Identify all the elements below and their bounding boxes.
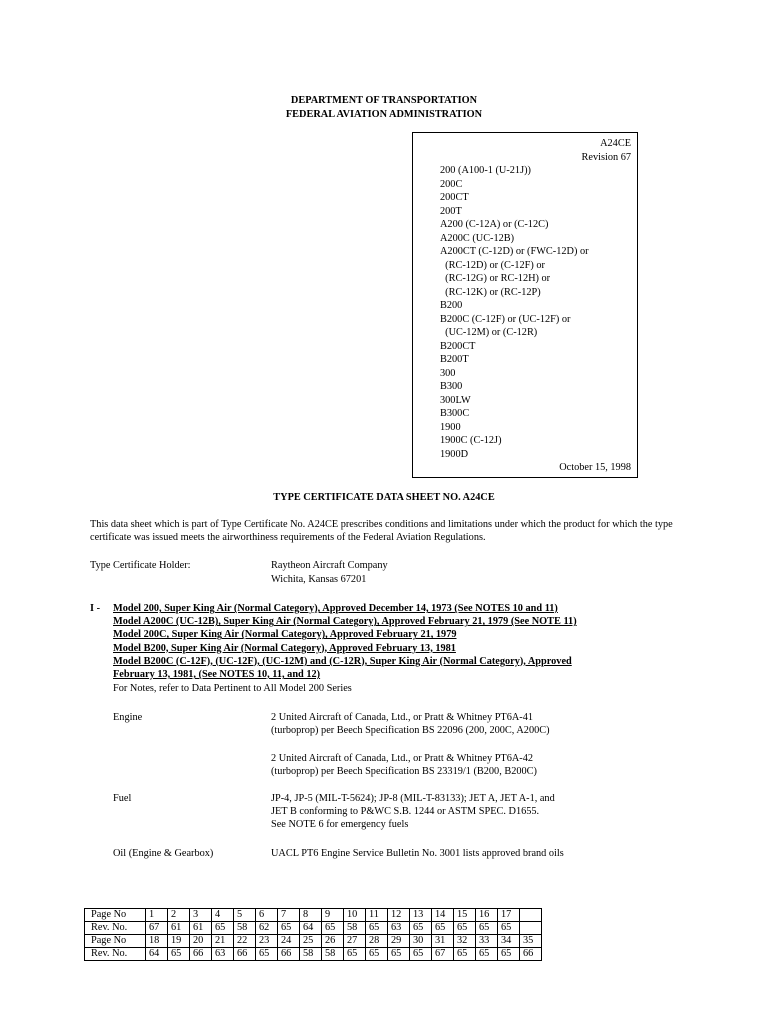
engine-spec-line: (turboprop) per Beech Specification BS 23319/1 (B200, B200C) bbox=[271, 766, 537, 778]
oil-label: Oil (Engine & Gearbox) bbox=[113, 848, 214, 859]
oil-spec: UACL PT6 Engine Service Bulletin No. 3001 lists approved brand oils bbox=[271, 848, 564, 859]
table-cell: 9 bbox=[322, 909, 344, 922]
model-list-item: B300 bbox=[440, 381, 463, 392]
row-label: Page No bbox=[85, 909, 146, 922]
section-model-line: Model B200C (C-12F), (UC-12F), (UC-12M) and (C-12R), Super King Air (Normal Category), Approved bbox=[113, 655, 572, 667]
table-row bbox=[85, 948, 542, 961]
table-cell: 64 bbox=[146, 948, 168, 961]
table-cell: 24 bbox=[278, 935, 300, 948]
row-label: Rev. No. bbox=[85, 948, 146, 961]
model-list-item: (UC-12M) or (C-12R) bbox=[440, 327, 538, 338]
table-cell: 10 bbox=[344, 909, 366, 922]
model-list-item: B200C (C-12F) or (UC-12F) or bbox=[440, 313, 571, 325]
table-cell bbox=[520, 922, 542, 935]
table-cell: 65 bbox=[366, 922, 388, 935]
model-list-item: A200 (C-12A) or (C-12C) bbox=[440, 219, 549, 230]
table-cell: 66 bbox=[190, 948, 212, 961]
table-row bbox=[85, 909, 542, 922]
model-list-item: (RC-12G) or RC-12H) or bbox=[440, 273, 551, 284]
table-cell: 62 bbox=[256, 922, 278, 935]
model-list-item: 200 (A100-1 (U-21J)) bbox=[440, 165, 531, 176]
cert-number: A24CE bbox=[600, 138, 631, 149]
fuel-spec bbox=[271, 792, 555, 832]
table-cell: 28 bbox=[366, 935, 388, 948]
model-list-item: 300LW bbox=[440, 394, 471, 406]
issue-date: October 15, 1998 bbox=[559, 461, 631, 473]
table-cell: 29 bbox=[388, 935, 410, 948]
agency-line-1: DEPARTMENT OF TRANSPORTATION bbox=[290, 95, 478, 106]
table-cell: 67 bbox=[146, 922, 168, 935]
table-cell: 66 bbox=[234, 948, 256, 961]
row-label: Rev. No. bbox=[85, 922, 146, 935]
section-model-line: Model 200, Super King Air (Normal Category), Approved December 14, 1973 (See NOTES 10 and 11) bbox=[113, 603, 558, 614]
holder-name: Raytheon Aircraft Company bbox=[271, 560, 388, 571]
engine-label: Engine bbox=[113, 712, 143, 723]
table-cell: 65 bbox=[454, 948, 476, 961]
model-list-box bbox=[412, 132, 638, 478]
table-cell: 4 bbox=[212, 909, 234, 922]
fuel-spec-line: JP-4, JP-5 (MIL-T-5624); JP-8 (MIL-T-83133); JET A, JET A-1, and bbox=[271, 793, 555, 804]
table-cell: 27 bbox=[344, 935, 366, 948]
table-cell: 7 bbox=[278, 909, 300, 922]
model-list-item: B300C bbox=[440, 408, 470, 419]
table-cell: 2 bbox=[168, 909, 190, 922]
table-row bbox=[85, 922, 542, 935]
agency-line-2: FEDERAL AVIATION ADMINISTRATION bbox=[285, 109, 483, 120]
model-list-item: 200C bbox=[440, 178, 463, 190]
table-cell: 21 bbox=[212, 935, 234, 948]
section-model-list bbox=[113, 602, 577, 681]
table-cell: 11 bbox=[366, 909, 388, 922]
table-cell: 67 bbox=[432, 948, 454, 961]
section-numeral: I - bbox=[90, 603, 101, 614]
model-list-item: (RC-12D) or (C-12F) or bbox=[440, 259, 545, 271]
table-cell: 63 bbox=[212, 948, 234, 961]
table-cell: 65 bbox=[432, 922, 454, 935]
table-cell: 66 bbox=[278, 948, 300, 961]
model-list-item: 300 bbox=[440, 367, 456, 379]
table-cell: 18 bbox=[146, 935, 168, 948]
model-list-item: B200T bbox=[440, 354, 469, 365]
model-list-item: A200CT (C-12D) or (FWC-12D) or bbox=[440, 246, 589, 257]
model-list-item: A200C (UC-12B) bbox=[440, 232, 515, 244]
table-cell: 58 bbox=[300, 948, 322, 961]
table-row bbox=[85, 935, 542, 948]
table-cell: 34 bbox=[498, 935, 520, 948]
table-cell: 58 bbox=[322, 948, 344, 961]
table-cell: 65 bbox=[498, 948, 520, 961]
table-cell: 30 bbox=[410, 935, 432, 948]
table-cell: 65 bbox=[344, 948, 366, 961]
table-cell: 65 bbox=[256, 948, 278, 961]
table-cell: 20 bbox=[190, 935, 212, 948]
engine-spec-2 bbox=[271, 752, 537, 778]
model-list-item: 1900D bbox=[440, 448, 469, 460]
table-cell: 6 bbox=[256, 909, 278, 922]
fuel-spec-line: JET B conforming to P&WC S.B. 1244 or ASTM SPEC. D1655. bbox=[271, 806, 540, 818]
table-cell: 65 bbox=[322, 922, 344, 935]
fuel-label: Fuel bbox=[113, 793, 132, 804]
engine-spec-line: 2 United Aircraft of Canada, Ltd., or Pratt & Whitney PT6A-41 bbox=[271, 712, 534, 723]
table-cell: 22 bbox=[234, 935, 256, 948]
table-cell: 65 bbox=[410, 948, 432, 961]
fuel-spec-line: See NOTE 6 for emergency fuels bbox=[271, 819, 409, 831]
table-cell: 32 bbox=[454, 935, 476, 948]
section-model-line: Model A200C (UC-12B), Super King Air (Normal Category), Approved February 21, 1979 (See NOTE 11) bbox=[113, 616, 577, 628]
engine-spec-line: 2 United Aircraft of Canada, Ltd., or Pratt & Whitney PT6A-42 bbox=[271, 753, 534, 764]
table-cell: 58 bbox=[344, 922, 366, 935]
table-cell: 14 bbox=[432, 909, 454, 922]
engine-spec-1 bbox=[271, 711, 550, 737]
table-cell: 65 bbox=[476, 922, 498, 935]
section-note: For Notes, refer to Data Pertinent to All Model 200 Series bbox=[113, 683, 352, 694]
table-cell: 13 bbox=[410, 909, 432, 922]
model-list-item: B200CT bbox=[440, 340, 476, 352]
row-label: Page No bbox=[85, 935, 146, 948]
revision-number: Revision 67 bbox=[581, 152, 631, 163]
table-cell: 8 bbox=[300, 909, 322, 922]
model-list-item: (RC-12K) or (RC-12P) bbox=[440, 286, 541, 298]
table-cell: 65 bbox=[388, 948, 410, 961]
table-cell: 61 bbox=[190, 922, 212, 935]
model-list-item: 1900C (C-12J) bbox=[440, 435, 502, 446]
table-cell: 65 bbox=[278, 922, 300, 935]
table-cell: 65 bbox=[454, 922, 476, 935]
model-list bbox=[440, 164, 589, 461]
table-cell: 35 bbox=[520, 935, 542, 948]
table-cell: 58 bbox=[234, 922, 256, 935]
engine-spec-line: (turboprop) per Beech Specification BS 22096 (200, 200C, A200C) bbox=[271, 725, 550, 737]
table-cell: 65 bbox=[212, 922, 234, 935]
table-cell: 12 bbox=[388, 909, 410, 922]
section-model-line: Model B200, Super King Air (Normal Category), Approved February 13, 1981 bbox=[113, 642, 456, 654]
table-cell: 65 bbox=[498, 922, 520, 935]
table-cell: 64 bbox=[300, 922, 322, 935]
revision-status-table bbox=[84, 908, 542, 961]
table-cell: 19 bbox=[168, 935, 190, 948]
table-cell: 25 bbox=[300, 935, 322, 948]
table-cell: 31 bbox=[432, 935, 454, 948]
table-cell: 1 bbox=[146, 909, 168, 922]
table-cell: 65 bbox=[410, 922, 432, 935]
table-cell: 3 bbox=[190, 909, 212, 922]
table-cell: 66 bbox=[520, 948, 542, 961]
table-cell: 65 bbox=[476, 948, 498, 961]
intro-paragraph: This data sheet which is part of Type Certificate No. A24CE prescribes conditions and limitations under which the product for which the type certificate was issued meets the airworthiness requirements of the Federal Aviation Regulations. bbox=[90, 519, 673, 544]
table-cell: 63 bbox=[388, 922, 410, 935]
table-cell: 23 bbox=[256, 935, 278, 948]
table-cell: 65 bbox=[168, 948, 190, 961]
table-cell: 16 bbox=[476, 909, 498, 922]
table-cell: 26 bbox=[322, 935, 344, 948]
model-list-item: 200T bbox=[440, 205, 462, 217]
data-sheet-title: TYPE CERTIFICATE DATA SHEET NO. A24CE bbox=[273, 492, 495, 503]
section-model-line: February 13, 1981, (See NOTES 10, 11, and 12) bbox=[113, 668, 321, 680]
model-list-item: 200CT bbox=[440, 192, 469, 203]
table-cell bbox=[520, 909, 542, 922]
model-list-item: B200 bbox=[440, 300, 463, 311]
model-list-item: 1900 bbox=[440, 421, 461, 433]
holder-address: Wichita, Kansas 67201 bbox=[271, 574, 367, 585]
table-cell: 33 bbox=[476, 935, 498, 948]
table-cell: 17 bbox=[498, 909, 520, 922]
table-cell: 15 bbox=[454, 909, 476, 922]
table-cell: 65 bbox=[366, 948, 388, 961]
table-cell: 5 bbox=[234, 909, 256, 922]
table-cell: 61 bbox=[168, 922, 190, 935]
section-model-line: Model 200C, Super King Air (Normal Category), Approved February 21, 1979 bbox=[113, 629, 457, 641]
holder-label: Type Certificate Holder: bbox=[90, 560, 191, 571]
